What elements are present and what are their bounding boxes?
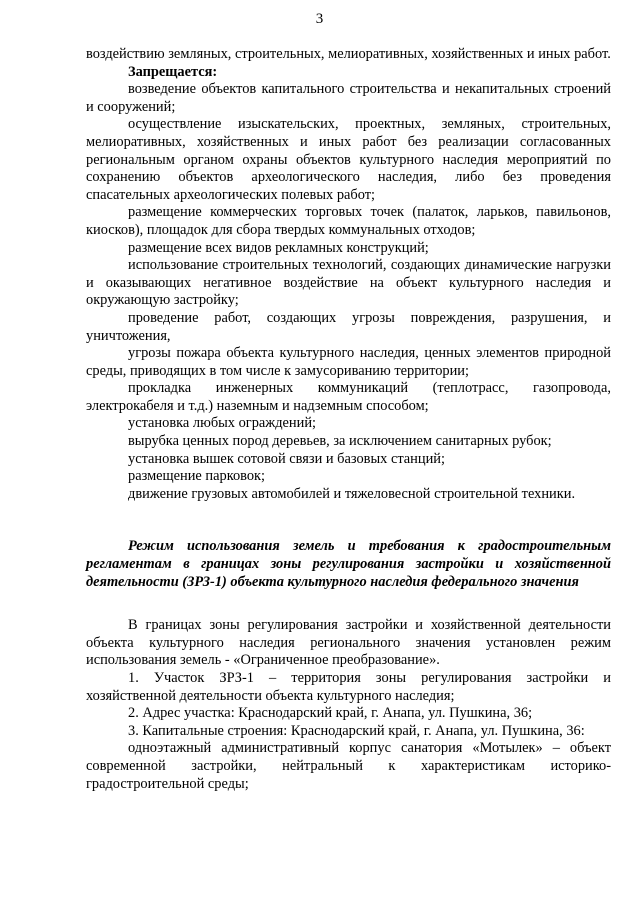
forbidden-item: возведение объектов капитального строительства и некапитальных строений и сооружений;	[86, 81, 611, 115]
forbidden-item: вырубка ценных пород деревьев, за исключением санитарных рубок;	[128, 433, 552, 450]
forbidden-item: размещение коммерческих торговых точек (палаток, ларьков, павильонов, киосков), площадок для сбора твердых коммунальных отходов;	[86, 204, 611, 238]
body-paragraph: 3. Капитальные строения: Краснодарский край, г. Анапа, ул. Пушкина, 36:	[128, 722, 585, 739]
document-body	[86, 46, 611, 793]
body-paragraph: одноэтажный административный корпус санатория «Мотылек» – объект современной застройки, нейтральный к характеристикам историко-градостроительной среды;	[86, 740, 611, 792]
section-heading: Режим использования земель и требования к градостроительным регламентам в границах зоны регулирования застройки и хозяйственной деятельности (ЗРЗ-1) объекта культурного наследия федерального значения	[86, 538, 611, 590]
forbidden-heading: Запрещается:	[128, 63, 218, 80]
forbidden-item: использование строительных технологий, создающих динамические нагрузки и оказывающих негативное воздействие на объект культурного наследия и окружающую застройку;	[86, 257, 611, 309]
forbidden-item: угрозы пожара объекта культурного наследия, ценных элементов природной среды, приводящих в том числе к замусориванию территории;	[86, 345, 611, 379]
forbidden-item: установка вышек сотовой связи и базовых станций;	[128, 450, 445, 467]
body-paragraph: 1. Участок ЗРЗ-1 – территория зоны регулирования застройки и хозяйственной деятельности объекта культурного наследия;	[86, 670, 611, 704]
forbidden-item: установка любых ограждений;	[128, 415, 317, 432]
forbidden-item: движение грузовых автомобилей и тяжеловесной строительной техники.	[128, 485, 576, 502]
forbidden-item: размещение парковок;	[128, 468, 266, 485]
section-gap	[86, 591, 611, 617]
page-number: 3	[315, 11, 324, 27]
body-paragraph: 2. Адрес участка: Краснодарский край, г. Анапа, ул. Пушкина, 36;	[128, 705, 533, 722]
forbidden-item: прокладка инженерных коммуникаций (теплотрасс, газопровода, электрокабеля и т.д.) наземным и надземным способом;	[86, 380, 611, 414]
section-gap	[86, 503, 611, 538]
forbidden-item: размещение всех видов рекламных конструкций;	[128, 239, 429, 256]
forbidden-item: осуществление изыскательских, проектных, земляных, строительных, мелиоративных, хозяйственных и иных работ без реализации согласованных региональным органом охраны объектов культурного наследия мероприятий по сохранению объектов археологического наследия, либо без проведения спасательных археологических полевых работ;	[86, 116, 611, 203]
continuation-paragraph: воздействию земляных, строительных, мелиоративных, хозяйственных и иных работ.	[86, 46, 611, 62]
body-paragraph: В границах зоны регулирования застройки и хозяйственной деятельности объекта культурного наследия регионального значения установлен режим использования земель - «Ограниченное преобразование».	[86, 617, 611, 669]
forbidden-item: проведение работ, создающих угрозы повреждения, разрушения, и уничтожения,	[86, 309, 611, 344]
